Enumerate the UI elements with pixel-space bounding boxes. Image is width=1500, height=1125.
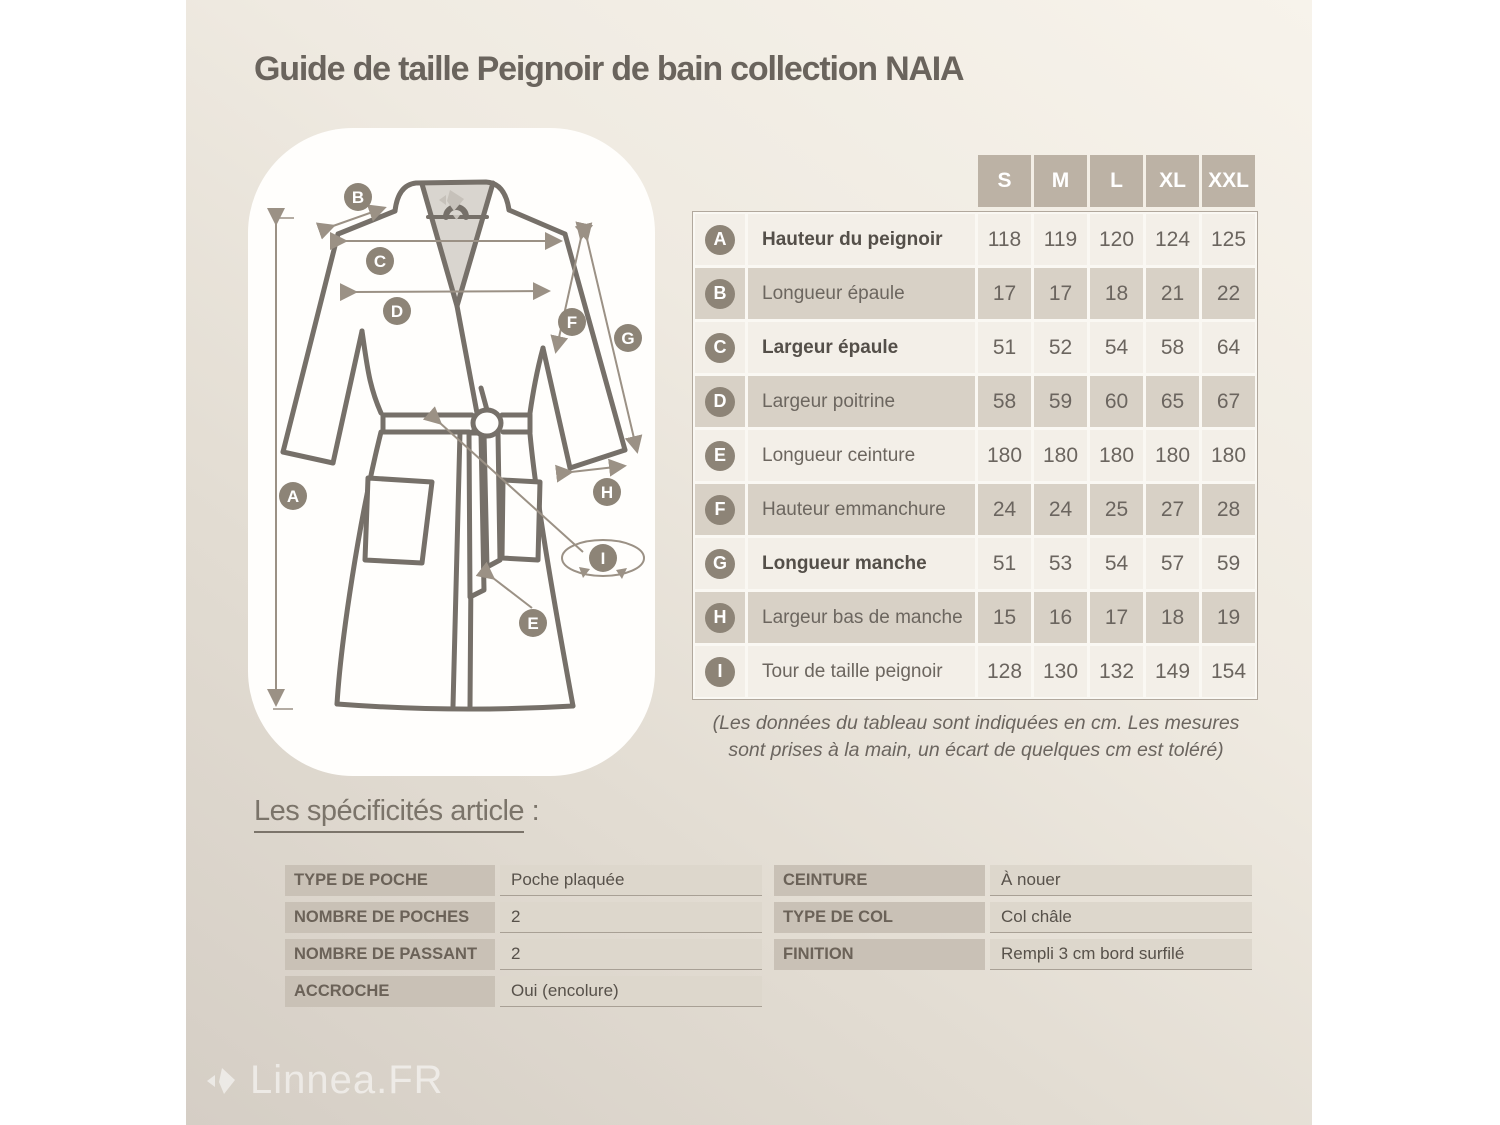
badge-I: [589, 544, 617, 572]
row-value: 54: [1090, 322, 1143, 373]
content-canvas: [186, 0, 1312, 1125]
row-value: 180: [1034, 430, 1087, 481]
row-label: Largeur bas de manche: [748, 592, 975, 643]
row-value: 28: [1202, 484, 1255, 535]
size-header-cell-xxl: XXL: [1202, 155, 1255, 207]
spec-label: TYPE DE POCHE: [285, 865, 495, 896]
letter-badge: H: [705, 603, 735, 633]
row-value: 24: [978, 484, 1031, 535]
svg-text:B: B: [351, 188, 365, 207]
row-value: 124: [1146, 214, 1199, 265]
row-value: 59: [1202, 538, 1255, 589]
table-note: [688, 710, 1264, 764]
row-value: 59: [1034, 376, 1087, 427]
svg-text:I: I: [600, 549, 606, 568]
row-value: 25: [1090, 484, 1143, 535]
watermark: [206, 1058, 444, 1103]
svg-text:G: G: [621, 329, 635, 348]
row-value: 16: [1034, 592, 1087, 643]
svg-text:A: A: [286, 487, 300, 506]
size-diagram: [241, 120, 661, 780]
table-note-line1: (Les données du tableau sont indiquées en cm. Les mesures: [712, 712, 1240, 734]
row-value: 51: [978, 538, 1031, 589]
svg-text:F: F: [566, 313, 578, 332]
letter-badge: I: [705, 657, 735, 687]
badge-B: [344, 183, 372, 211]
badge-C: [366, 247, 394, 275]
row-value: 58: [978, 376, 1031, 427]
size-header-cell-xl: XL: [1146, 155, 1199, 207]
row-value: 27: [1146, 484, 1199, 535]
badge-D: [383, 297, 411, 325]
row-label: Largeur poitrine: [748, 376, 975, 427]
row-value: 21: [1146, 268, 1199, 319]
size-header-cell-m: M: [1034, 155, 1087, 207]
row-label: Longueur ceinture: [748, 430, 975, 481]
spec-value: Poche plaquée: [500, 865, 762, 896]
row-value: 17: [1090, 592, 1143, 643]
size-header-cell-l: L: [1090, 155, 1143, 207]
row-label: Largeur épaule: [748, 322, 975, 373]
spec-label: ACCROCHE: [285, 976, 495, 1007]
row-value: 52: [1034, 322, 1087, 373]
spec-label: NOMBRE DE POCHES: [285, 902, 495, 933]
spec-value: Col châle: [990, 902, 1252, 933]
row-value: 57: [1146, 538, 1199, 589]
arrow-D: [355, 291, 548, 292]
row-label: Hauteur emmanchure: [748, 484, 975, 535]
spec-label: CEINTURE: [774, 865, 985, 896]
letter-badge: C: [705, 333, 735, 363]
row-value: 180: [1090, 430, 1143, 481]
specs-table-left: [285, 865, 762, 1007]
row-value: 125: [1202, 214, 1255, 265]
spec-label: NOMBRE DE PASSANT: [285, 939, 495, 970]
spec-value: À nouer: [990, 865, 1252, 896]
svg-text:C: C: [373, 252, 387, 271]
badge-E: [519, 609, 547, 637]
row-value: 18: [1146, 592, 1199, 643]
row-value: 132: [1090, 646, 1143, 697]
row-value: 15: [978, 592, 1031, 643]
table-note-line2: sont prises à la main, un écart de quelques cm est toléré): [728, 739, 1224, 761]
size-header-cell-s: S: [978, 155, 1031, 207]
row-value: 67: [1202, 376, 1255, 427]
row-value: 58: [1146, 322, 1199, 373]
spec-value: 2: [500, 939, 762, 970]
svg-text:E: E: [527, 614, 539, 633]
badge-F: [558, 308, 586, 336]
row-label: Longueur manche: [748, 538, 975, 589]
spec-label: TYPE DE COL: [774, 902, 985, 933]
spec-value: Rempli 3 cm bord surfilé: [990, 939, 1252, 970]
brand-logo-icon: [206, 1065, 238, 1097]
row-value: 120: [1090, 214, 1143, 265]
row-value: 149: [1146, 646, 1199, 697]
row-label: Tour de taille peignoir: [748, 646, 975, 697]
watermark-text: Linnea.FR: [250, 1058, 444, 1102]
row-label: Hauteur du peignoir: [748, 214, 975, 265]
badge-A: [279, 482, 307, 510]
letter-badge: F: [705, 495, 735, 525]
svg-text:H: H: [600, 483, 614, 502]
row-value: 17: [978, 268, 1031, 319]
row-value: 19: [1202, 592, 1255, 643]
svg-text:D: D: [390, 302, 404, 321]
letter-badge: E: [705, 441, 735, 471]
size-table-body: [692, 211, 1258, 700]
row-value: 180: [978, 430, 1031, 481]
row-value: 118: [978, 214, 1031, 265]
page-title: Guide de taille Peignoir de bain collection NAIA: [254, 50, 964, 88]
specs-heading: [254, 795, 539, 828]
row-value: 130: [1034, 646, 1087, 697]
row-value: 17: [1034, 268, 1087, 319]
row-value: 53: [1034, 538, 1087, 589]
size-table-header: [978, 155, 1255, 207]
badge-H: [593, 478, 621, 506]
row-value: 22: [1202, 268, 1255, 319]
row-value: 24: [1034, 484, 1087, 535]
letter-badge: B: [705, 279, 735, 309]
row-value: 54: [1090, 538, 1143, 589]
specs-heading-text: Les spécificités article: [254, 795, 524, 833]
letter-badge: G: [705, 549, 735, 579]
row-value: 154: [1202, 646, 1255, 697]
spec-value: Oui (encolure): [500, 976, 762, 1007]
row-value: 128: [978, 646, 1031, 697]
row-value: 180: [1202, 430, 1255, 481]
row-value: 18: [1090, 268, 1143, 319]
letter-badge: A: [705, 225, 735, 255]
specs-heading-colon: :: [524, 795, 540, 827]
row-value: 180: [1146, 430, 1199, 481]
row-value: 65: [1146, 376, 1199, 427]
badge-G: [614, 324, 642, 352]
row-value: 51: [978, 322, 1031, 373]
row-value: 60: [1090, 376, 1143, 427]
spec-label: FINITION: [774, 939, 985, 970]
letter-badge: D: [705, 387, 735, 417]
spec-value: 2: [500, 902, 762, 933]
row-value: 64: [1202, 322, 1255, 373]
specs-table-right: [774, 865, 1252, 970]
row-label: Longueur épaule: [748, 268, 975, 319]
row-value: 119: [1034, 214, 1087, 265]
